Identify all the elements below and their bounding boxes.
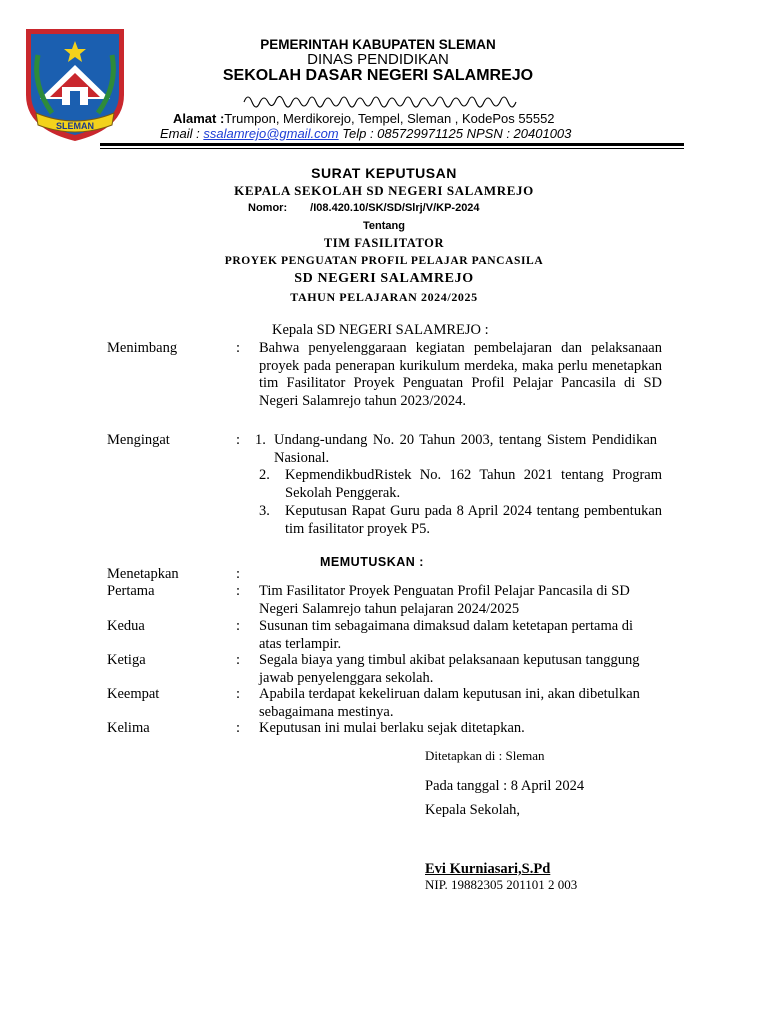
- signatory-nip: NIP. 19882305 201101 2 003: [425, 877, 578, 892]
- address-line: [173, 111, 555, 126]
- colon: :: [236, 583, 241, 599]
- sd-title: SD NEGERI SALAMREJO: [294, 271, 474, 286]
- kedua-text: Susunan tim sebagaimana dimaksud dalam ketetapan pertama di atas terlampir.: [259, 618, 634, 652]
- tentang-label: Tentang: [363, 220, 405, 232]
- mengingat-item-1: Undang-undang No. 20 Tahun 2003, tentang Sistem Pendidikan Nasional.: [274, 432, 657, 466]
- tahun-title: TAHUN PELAJARAN 2024/2025: [290, 290, 478, 304]
- ketiga-text: Segala biaya yang timbul akibat pelaksanaan keputusan tanggung jawab penyelenggara sekolah.: [259, 652, 640, 686]
- keempat-label: Keempat: [107, 686, 160, 702]
- ditetapkan-line: Ditetapkan di : Sleman: [425, 748, 545, 763]
- logo-text: SLEMAN: [56, 121, 94, 131]
- pertama-label: Pertama: [107, 583, 155, 599]
- school-logo: [22, 25, 128, 143]
- colon: :: [236, 720, 241, 736]
- letterhead-rule-thick: [100, 143, 684, 146]
- address-label: Alamat :: [173, 111, 225, 126]
- menetapkan-label: Menetapkan: [107, 566, 179, 582]
- memutuskan-heading: MEMUTUSKAN :: [320, 555, 424, 569]
- tim-title: TIM FASILITATOR: [323, 236, 445, 250]
- kepala-title: KEPALA SEKOLAH SD NEGERI SALAMREJO: [234, 183, 534, 198]
- colon: :: [236, 340, 241, 356]
- kelima-label: Kelima: [107, 720, 150, 736]
- signatory-name: Evi Kurniasari,S.Pd: [425, 861, 551, 877]
- mengingat-item-3: Keputusan Rapat Guru pada 8 April 2024 tentang pembentukan tim fasilitator proyek P5.: [285, 503, 662, 537]
- mengingat-label: Mengingat: [107, 432, 170, 448]
- email-link[interactable]: ssalamrejo@gmail.com: [203, 126, 339, 141]
- menimbang-text: Bahwa penyelenggaraan kegiatan pembelajaran dan pelaksanaan proyek pada penerapan kurikulum merdeka, maka perlu menetapkan tim Fasilitator Proyek Penguatan Profil Pelajar Pancasila di SD Negeri Salamrejo tahun 2023/2024.: [259, 340, 662, 409]
- nomor-value: /I08.420.10/SK/SD/Slrj/V/KP-2024: [310, 202, 480, 214]
- menimbang-label: Menimbang: [107, 340, 178, 356]
- mengingat-num-1: 1.: [255, 432, 266, 448]
- javanese-script-line: [242, 90, 518, 108]
- kop-line-3: SEKOLAH DASAR NEGERI SALAMREJO: [222, 67, 534, 84]
- keempat-text: Apabila terdapat kekeliruan dalam keputusan ini, akan dibetulkan sebagaimana mestinya.: [259, 686, 640, 720]
- colon: :: [236, 432, 241, 448]
- jabatan-line: Kepala Sekolah,: [425, 802, 521, 818]
- mengingat-num-3: 3.: [259, 503, 270, 519]
- address-value: Trumpon, Merdikorejo, Tempel, Sleman , KodePos 55552: [224, 111, 555, 126]
- nomor-line: [248, 202, 480, 214]
- pertama-text: Tim Fasilitator Proyek Penguatan Profil Pelajar Pancasila di SD Negeri Salamrejo tahun pelajaran 2024/2025: [259, 583, 630, 617]
- mengingat-num-2: 2.: [259, 467, 270, 483]
- kelima-text: Keputusan ini mulai berlaku sejak ditetapkan.: [259, 720, 525, 736]
- mengingat-item-2: KepmendikbudRistek No. 162 Tahun 2021 tentang Program Sekolah Penggerak.: [285, 467, 662, 501]
- surat-title: SURAT KEPUTUSAN: [311, 165, 457, 181]
- kedua-label: Kedua: [107, 618, 145, 634]
- kop-line-2: DINAS PENDIDIKAN: [307, 51, 449, 68]
- contact-line: [160, 126, 571, 141]
- colon: :: [236, 618, 241, 634]
- colon: :: [236, 686, 241, 702]
- ketiga-label: Ketiga: [107, 652, 146, 668]
- tanggal-line: Pada tanggal : 8 April 2024: [425, 778, 585, 794]
- intro-line: Kepala SD NEGERI SALAMREJO :: [272, 322, 489, 338]
- letterhead-rule-thin: [100, 148, 684, 149]
- colon: :: [236, 566, 241, 582]
- nomor-label: Nomor:: [248, 202, 288, 214]
- kop-line-1: PEMERINTAH KABUPATEN SLEMAN: [260, 37, 496, 52]
- proyek-title: PROYEK PENGUATAN PROFIL PELAJAR PANCASILA: [224, 255, 544, 267]
- contact-rest: Telp : 085729971125 NPSN : 20401003: [338, 126, 572, 141]
- colon: :: [236, 652, 241, 668]
- email-label: Email :: [160, 126, 204, 141]
